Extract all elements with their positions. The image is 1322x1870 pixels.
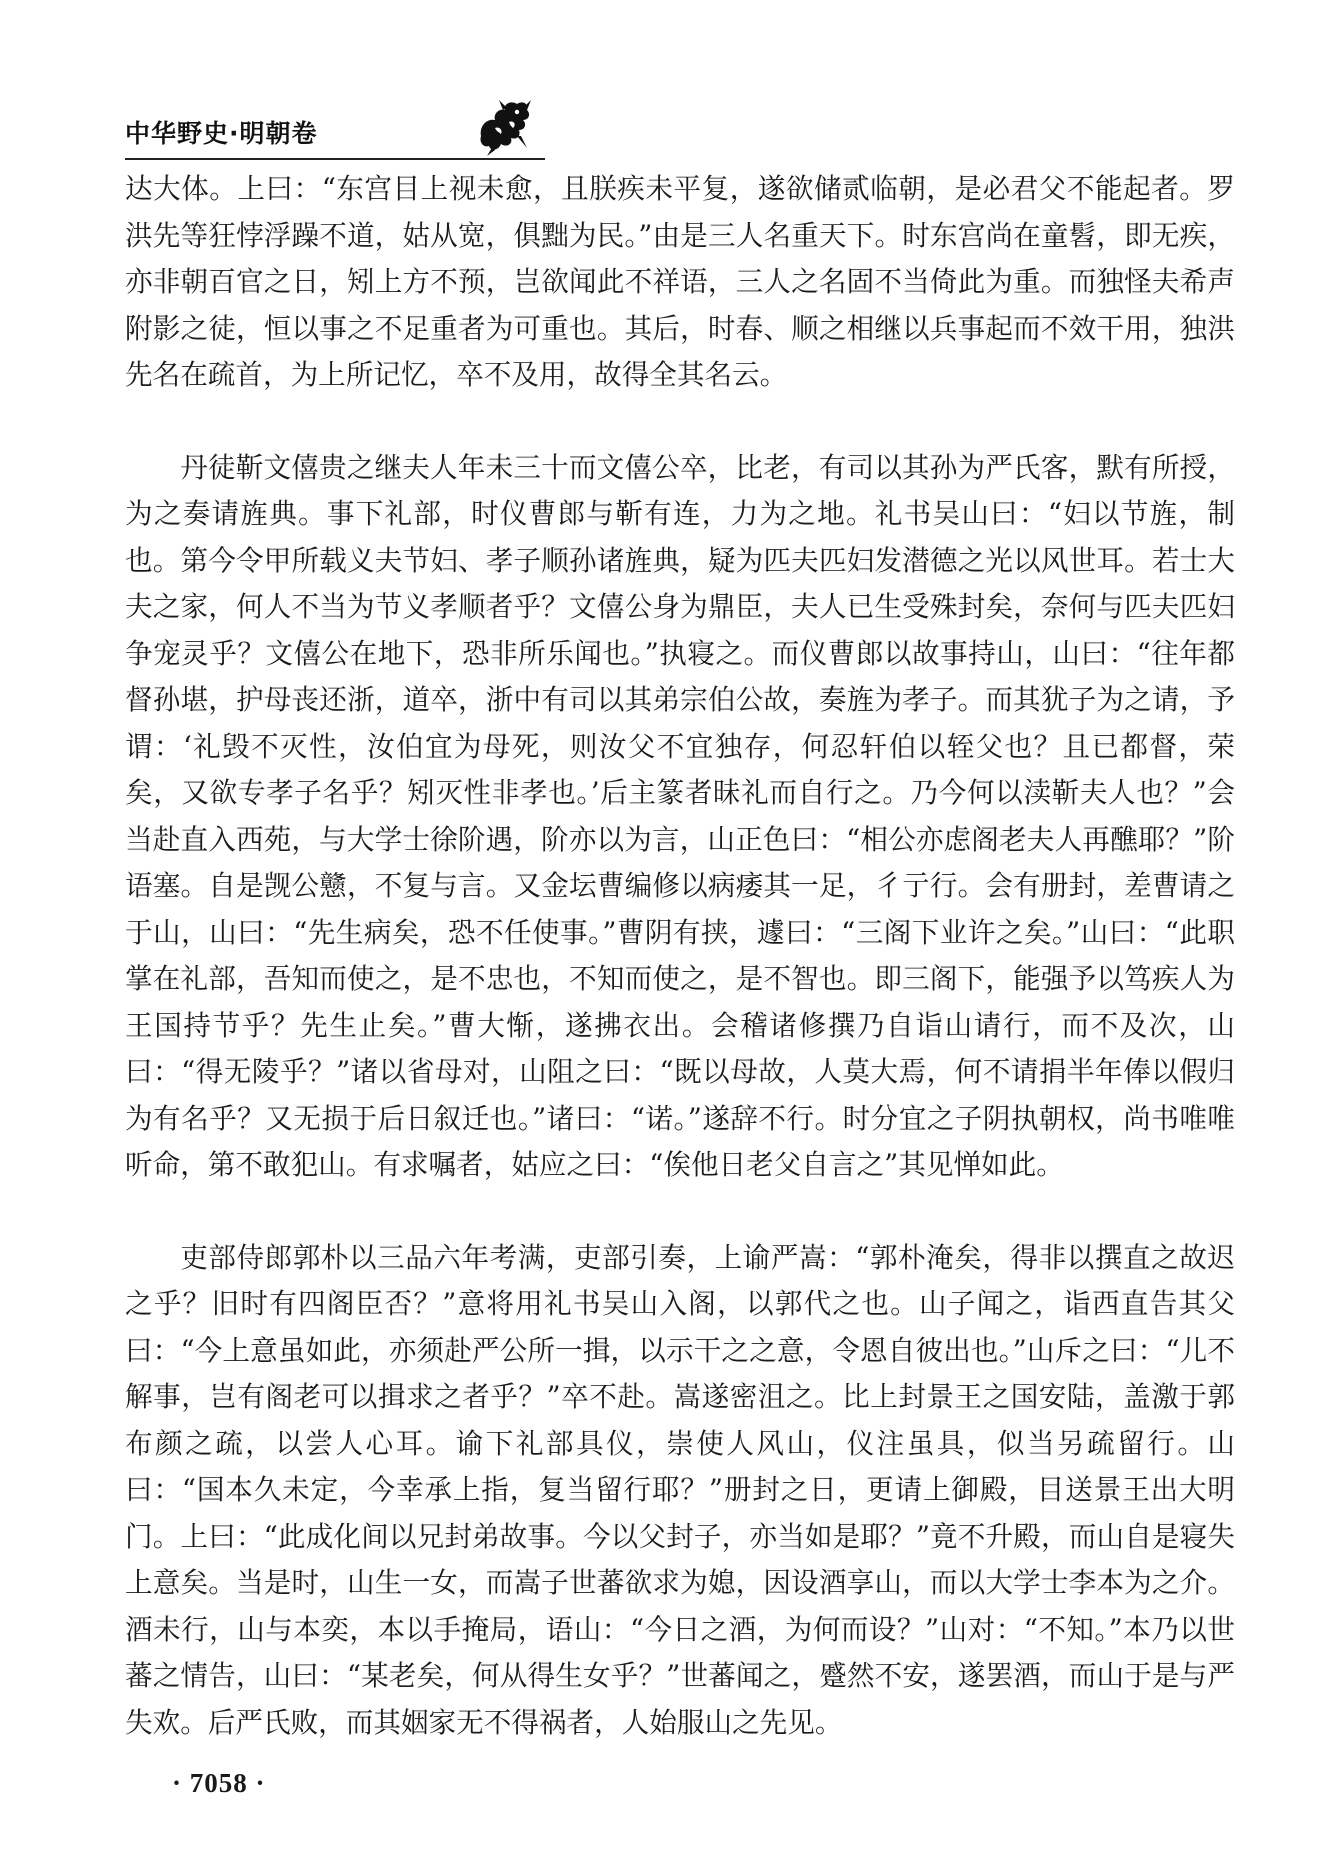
- paragraph-spacer: [125, 1189, 1235, 1235]
- page-number: · 7058 ·: [172, 1768, 266, 1798]
- page-body: [125, 166, 1235, 1746]
- paragraph-guo-pu: 吏部侍郎郭朴以三品六年考满，吏部引奏，上谕严嵩：“郭朴淹矣，得非以撰直之故迟之乎？旧时有四阁臣否？”意将用礼书吴山入阁，以郭代之也。山子闻之，诣西直告其父曰：“今上意虽如此，亦须赴严公所一揖，以示干之之意，令恩自彼出也。”山斥之曰：“儿不解事，岂有阁老可以揖求之者乎？”卒不赴。嵩遂密沮之。比上封景王之国安陆，盖激于郭布颜之疏，以尝人心耳。谕下礼部具仪，崇使人风山，仪注虽具，似当另疏留行。山曰：“国本久未定，今幸承上指，复当留行耶？”册封之日，更请上御殿，目送景王出大明门。上曰：“此成化间以兄封弟故事。今以父封子，亦当如是耶？”竟不升殿，而山自是寝失上意矣。当是时，山生一女，而嵩子世蕃欲求为媳，因设酒享山，而以大学士李本为之介。酒未行，山与本奕，本以手掩局，语山：“今日之酒，为何而设？”山对：“不知。”本乃以世蕃之情告，山曰：“某老矣，何从得生女乎？”世蕃闻之，蹙然不安，遂罢酒，而山于是与严失欢。后严氏败，而其姻家无不得祸者，人始服山之先见。: [125, 1240, 1235, 1739]
- running-header: [125, 96, 545, 166]
- dragon-logo-icon: [473, 96, 535, 158]
- paragraph-spacer: [125, 399, 1235, 445]
- paragraph-continued: 达大体。上曰：“东宫目上视未愈，且朕疾未平复，遂欲储贰临朝，是必君父不能起者。罗洪先等狂悖浮躁不道，姑从宽，俱黜为民。”由是三人名重天下。时东宫尚在童髫，即无疾，亦非朝百官之日，矧上方不预，岂欲闻此不祥语，三人之名固不当倚此为重。而独怪夫希声附影之徒，恒以事之不足重者为可重也。其后，时春、顺之相继以兵事起而不效干用，独洪先名在疏首，为上所记忆，卒不及用，故得全其名云。: [125, 172, 1235, 391]
- header-divider: [125, 158, 545, 160]
- book-title: 中华野史·明朝卷: [125, 119, 318, 148]
- paragraph-jin-wenxi: 丹徒靳文僖贵之继夫人年未三十而文僖公卒，比老，有司以其孙为严氏客，默有所授，为之奏请旌典。事下礼部，时仪曹郎与靳有连，力为之地。礼书吴山曰：“妇以节旌，制也。第今令甲所载义夫节妇、孝子顺孙诸旌典，疑为匹夫匹妇发潜德之光以风世耳。若士大夫之家，何人不当为节义孝顺者乎？文僖公身为鼎臣，夫人已生受殊封矣，奈何与匹夫匹妇争宠灵乎？文僖公在地下，恐非所乐闻也。”执寝之。而仪曹郎以故事持山，山曰：“往年都督孙堪，护母丧还浙，道卒，浙中有司以其弟宗伯公故，奏旌为孝子。而其犹子为之请，予谓：‘礼毁不灭性，汝伯宜为母死，则汝父不宜独存，何忍轩伯以轾父也？且已都督，荣矣，又欲专孝子名乎？矧灭性非孝也。’后主篆者昧礼而自行之。乃今何以渎靳夫人也？”会当赴直入西苑，与大学士徐阶遇，阶亦以为言，山正色曰：“相公亦虑阁老夫人再醮耶？”阶语塞。自是觊公戆，不复与言。又金坛曹编修以病痿其一足，彳亍行。会有册封，差曹请之于山，山曰：“先生病矣，恐不任使事。”曹阴有挟，遽曰：“三阁下业许之矣。”山曰：“此职掌在礼部，吾知而使之，是不忠也，不知而使之，是不智也。即三阁下，能强予以笃疾人为王国持节乎？先生止矣。”曹大惭，遂拂衣出。会稽诸修撰乃自诣山请行，而不及次，山曰：“得无陵乎？”诸以省母对，山阻之曰：“既以母故，人莫大焉，何不请捐半年俸以假归为有名乎？又无损于后日叙迁也。”诸曰：“诺。”遂辞不行。时分宜之子阴执朝权，尚书唯唯听命，第不敢犯山。有求嘱者，姑应之曰：“俟他日老父自言之”其见惮如此。: [125, 450, 1235, 1181]
